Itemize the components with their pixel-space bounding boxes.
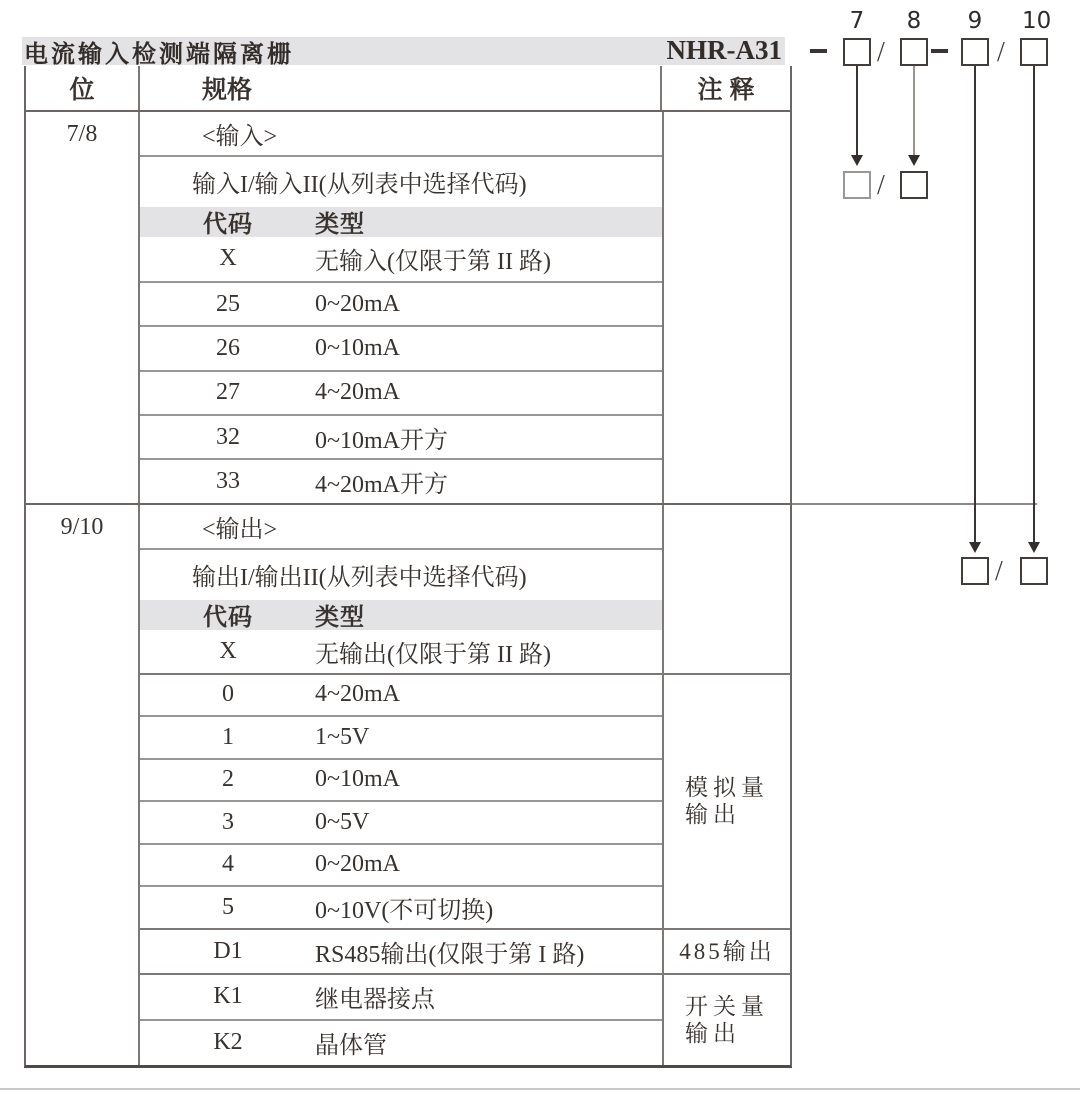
- code-header: 代码: [203, 605, 253, 632]
- code-type-header: [140, 600, 662, 630]
- note-cell-analog: [664, 675, 790, 928]
- code-row: [140, 802, 662, 845]
- output-code-box-2: [1020, 557, 1048, 585]
- code-box-8: [900, 38, 928, 66]
- code-cell: 27: [216, 379, 240, 406]
- note-line: 输出: [685, 802, 741, 828]
- table-header-row: [26, 66, 790, 112]
- note-line: 开关量: [685, 993, 769, 1019]
- arrow-line-7: [856, 66, 858, 158]
- slash-separator: /: [995, 556, 1003, 587]
- digit-9: 9: [967, 8, 983, 34]
- type-cell: 无输入(仅限于第 II 路): [315, 249, 551, 276]
- code-cell: K1: [213, 983, 243, 1010]
- note-cell-empty: [664, 505, 790, 673]
- slash-separator: /: [877, 37, 885, 68]
- code-row: [140, 675, 662, 718]
- code-box-10: [1020, 38, 1048, 66]
- group-subtitle: 输入I/输入II(从列表中选择代码): [192, 172, 527, 199]
- band-output-header: [140, 505, 790, 675]
- type-cell: 0~10mA开方: [315, 427, 448, 454]
- type-cell: 4~20mA: [315, 681, 400, 708]
- code-box-9: [961, 38, 989, 66]
- header-position: 位: [26, 66, 140, 110]
- model-number: NHR-A31: [666, 35, 782, 65]
- type-cell: 晶体管: [315, 1033, 387, 1060]
- arrow-head-icon: [1028, 542, 1040, 553]
- code-cell: 5: [222, 893, 234, 920]
- arrow-line-9: [974, 66, 976, 545]
- band-analog-output: [140, 675, 790, 930]
- note-cell-switch: [664, 975, 790, 1065]
- note-cell-empty: [664, 112, 790, 503]
- code-row: [140, 460, 662, 502]
- title-bar: [22, 35, 785, 68]
- digit-7: 7: [849, 8, 865, 34]
- code-cell: 1: [222, 723, 234, 750]
- code-row: [140, 845, 662, 888]
- type-cell: 4~20mA开方: [315, 471, 448, 498]
- code-cell: X: [219, 637, 237, 664]
- type-cell: 0~5V: [315, 808, 370, 835]
- header-spec: 规格: [140, 66, 662, 110]
- type-cell: 0~10mA: [315, 334, 400, 361]
- slash-separator: /: [997, 37, 1005, 68]
- input-code-box-1: [843, 171, 871, 199]
- code-header: 代码: [203, 212, 253, 239]
- digit-8: 8: [906, 8, 922, 34]
- note-line: 485输出: [679, 938, 775, 964]
- arrow-head-icon: [969, 542, 981, 553]
- header-note: 注释: [697, 76, 762, 104]
- section-input-7-8: [26, 112, 790, 505]
- arrow-head-icon: [851, 155, 863, 166]
- type-header: 类型: [315, 212, 365, 239]
- code-row: [140, 930, 662, 973]
- code-row: [140, 416, 662, 460]
- code-row: [140, 283, 662, 327]
- slash-separator: /: [877, 170, 885, 201]
- note-line: 输出: [685, 1020, 741, 1046]
- section-divider-extension: [792, 503, 1037, 505]
- group-subtitle: 输出I/输出II(从列表中选择代码): [192, 565, 527, 592]
- ordering-code-table: [24, 66, 792, 1068]
- section-output-9-10: [26, 505, 790, 1065]
- band-switch-output: [140, 975, 790, 1065]
- code-row: [140, 975, 662, 1021]
- arrow-line-8: [913, 66, 915, 158]
- code-box-7: [843, 38, 871, 66]
- type-cell: 继电器接点: [315, 987, 435, 1014]
- code-cell: 4: [222, 851, 234, 878]
- type-cell: RS485输出(仅限于第 I 路): [315, 941, 585, 968]
- note-line: 模拟量: [685, 775, 769, 801]
- type-cell: 1~5V: [315, 723, 370, 750]
- code-cell: K2: [213, 1029, 243, 1056]
- code-row: [140, 372, 662, 416]
- code-cell: 25: [216, 290, 240, 317]
- position-label: 9/10: [60, 513, 104, 540]
- arrow-head-icon: [908, 155, 920, 166]
- code-cell: D1: [213, 937, 243, 964]
- code-row: [140, 717, 662, 760]
- position-label: 7/8: [66, 120, 98, 147]
- code-row: [140, 237, 662, 283]
- band-rs485-output: [140, 930, 790, 975]
- code-cell: 3: [222, 808, 234, 835]
- type-cell: 无输出(仅限于第 II 路): [315, 641, 551, 668]
- code-cell: 2: [222, 766, 234, 793]
- dash-separator: [810, 49, 827, 53]
- code-row: [140, 760, 662, 803]
- type-header: 类型: [315, 605, 365, 632]
- type-cell: 4~20mA: [315, 379, 400, 406]
- code-type-header: [140, 207, 662, 237]
- type-cell: 0~10mA: [315, 766, 400, 793]
- code-row: [140, 1021, 662, 1065]
- code-cell: 33: [216, 467, 240, 494]
- group-label: <输入>: [140, 112, 662, 157]
- type-cell: 0~10V(不可切换): [315, 897, 494, 924]
- code-cell: 0: [222, 681, 234, 708]
- code-cell: 26: [216, 334, 240, 361]
- type-cell: 0~20mA: [315, 851, 400, 878]
- page-bottom-rule: [0, 1088, 1080, 1090]
- arrow-line-10: [1033, 66, 1035, 545]
- code-row: [140, 630, 662, 673]
- page-title: 电流输入检测端隔离栅: [24, 41, 294, 68]
- code-row: [140, 887, 662, 928]
- input-code-box-2: [900, 171, 928, 199]
- type-cell: 0~20mA: [315, 290, 400, 317]
- note-cell-485: [664, 930, 790, 973]
- group-label: <输出>: [140, 505, 662, 550]
- code-cell: X: [219, 245, 237, 272]
- output-code-box-1: [961, 557, 989, 585]
- dash-separator: [931, 49, 948, 53]
- digit-10: 10: [1022, 8, 1052, 34]
- code-cell: 32: [216, 423, 240, 450]
- code-row: [140, 327, 662, 371]
